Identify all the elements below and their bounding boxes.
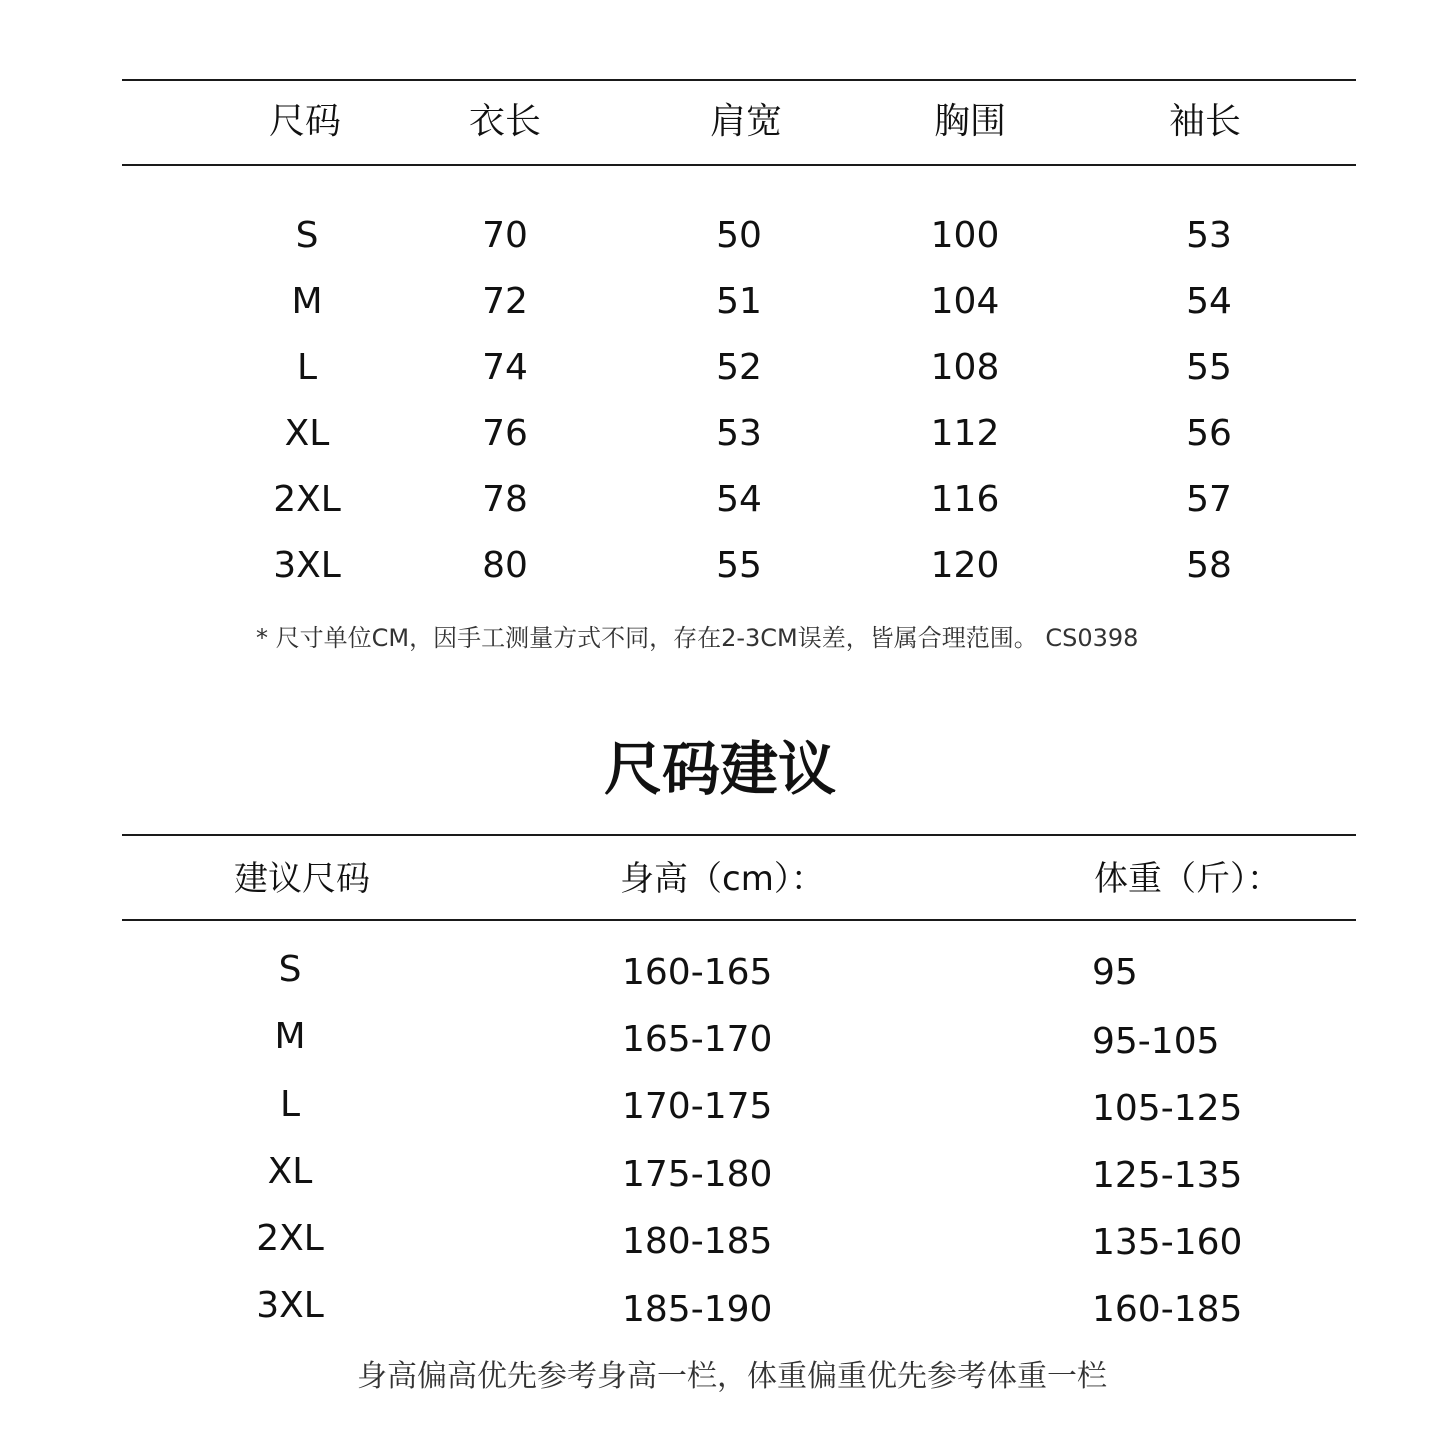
section-title: 尺码建议 [603, 735, 836, 803]
recommendation-cell: 160-185 [1092, 1289, 1243, 1330]
recommendation-cell: 165-170 [622, 1019, 773, 1060]
table-cell: 50 [716, 215, 762, 256]
table-cell: 53 [1186, 215, 1232, 256]
table-cell: 100 [930, 215, 1000, 256]
header-height: 身高（cm）： [620, 859, 825, 899]
recommendation-cell: 3XL [256, 1285, 324, 1326]
recommendation-cell: M [274, 1016, 306, 1057]
table-cell: 54 [1186, 281, 1232, 322]
table-cell: 70 [482, 215, 528, 256]
table-cell: 80 [482, 545, 528, 586]
table-cell: 57 [1186, 479, 1232, 520]
recommendation-header-rule [122, 919, 1356, 921]
table-cell: L [296, 347, 318, 388]
table-cell: 112 [930, 413, 1000, 454]
recommendation-cell: S [278, 949, 302, 990]
table-cell: 116 [930, 479, 1000, 520]
table-header-rule [122, 164, 1356, 166]
recommendation-cell: 185-190 [622, 1289, 773, 1330]
header-length: 衣长 [468, 101, 542, 142]
table-cell: 55 [1186, 347, 1232, 388]
table-cell: 52 [716, 347, 762, 388]
header-recommended-size: 建议尺码 [234, 859, 370, 899]
table-cell: 76 [482, 413, 528, 454]
recommendation-cell: 175-180 [622, 1154, 773, 1195]
recommendation-cell: 160-165 [622, 952, 773, 993]
table-top-rule [122, 79, 1356, 81]
table-cell: 51 [716, 281, 762, 322]
table-cell: 78 [482, 479, 528, 520]
recommendation-cell: 2XL [256, 1218, 324, 1259]
table-cell: 74 [482, 347, 528, 388]
header-chest: 胸围 [933, 101, 1007, 142]
table-cell: 72 [482, 281, 528, 322]
recommendation-cell: L [279, 1084, 301, 1125]
table-cell: 3XL [273, 545, 341, 586]
header-shoulder: 肩宽 [709, 101, 783, 142]
table-cell: 55 [716, 545, 762, 586]
table-cell: 53 [716, 413, 762, 454]
measurement-note: * 尺寸单位CM，因手工测量方式不同，存在2-3CM误差，皆属合理范围。 CS0398 [256, 624, 1139, 652]
table-cell: 54 [716, 479, 762, 520]
header-size: 尺码 [268, 101, 342, 142]
table-cell: S [295, 215, 319, 256]
recommendation-cell: 170-175 [622, 1086, 773, 1127]
table-cell: 56 [1186, 413, 1232, 454]
table-cell: M [291, 281, 323, 322]
table-cell: 120 [930, 545, 1000, 586]
recommendation-cell: 180-185 [622, 1221, 773, 1262]
recommendation-cell: 105-125 [1092, 1088, 1243, 1129]
recommendation-cell: 125-135 [1092, 1155, 1243, 1196]
recommendation-cell: XL [267, 1151, 313, 1192]
table-cell: XL [284, 413, 330, 454]
table-cell: 108 [930, 347, 1000, 388]
recommendation-cell: 95 [1092, 952, 1138, 993]
table-cell: 104 [930, 281, 1000, 322]
header-weight: 体重（斤）： [1094, 859, 1281, 899]
recommendation-top-rule [122, 834, 1356, 836]
table-cell: 2XL [273, 479, 341, 520]
recommendation-cell: 95-105 [1092, 1021, 1220, 1062]
header-sleeve: 袖长 [1168, 101, 1242, 142]
table-cell: 58 [1186, 545, 1232, 586]
recommendation-cell: 135-160 [1092, 1222, 1243, 1263]
recommendation-footnote: 身高偏高优先参考身高一栏，体重偏重优先参考体重一栏 [357, 1359, 1107, 1394]
